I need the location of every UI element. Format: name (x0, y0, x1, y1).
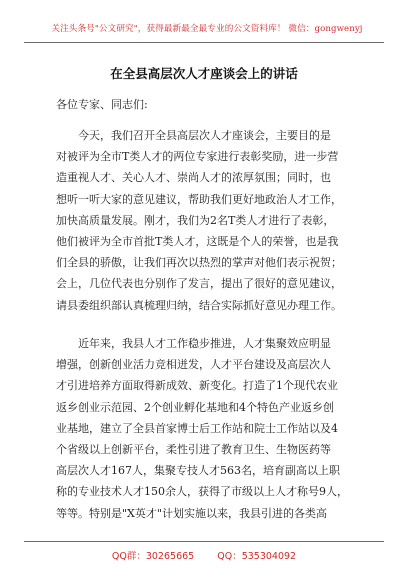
promo-banner: 关注头条号"公文研究"，获得最新最全最专业的公文资料库！ 微信：gongwenyj (51, 24, 363, 34)
paragraph-line: 们全县的骄傲，让我们再次以热烈的掌声对他们表示祝贺； (56, 256, 342, 270)
paragraph-line: 想听一听大家的意见建议，帮助我们更好地政治人才工作， (56, 192, 342, 206)
paragraph-line: 近年来，我县人才工作稳步推进，人才集聚效应明显 (78, 337, 331, 350)
paragraph-2 (56, 333, 356, 524)
paragraph-line: 才引进培养方面取得新成效、新变化。打造了1个现代农业 (56, 379, 338, 393)
paragraph-line: 等等。特别是"X英才"计划实施以来，我县引进的各类高 (56, 506, 327, 520)
paragraph-line: 今天，我们召开全县高层次人才座谈会，主要目的是 (78, 129, 331, 142)
paragraph-1 (56, 125, 356, 316)
paragraph-line: 高层次人才167人，集聚专技人才563名，培育副高以上职 (56, 464, 340, 478)
paragraph-line: 他们被评为全市首批T类人才，这既是个人的荣誉，也是我 (56, 234, 339, 248)
paragraph-line: 造重视人才、关心人才、崇尚人才的浓厚氛围；同时，也 (56, 171, 331, 185)
paragraph-line: 对被评为全市T类人才的两位专家进行表彰奖励，进一步营 (56, 150, 339, 164)
paragraph-line: 称的专业技术人才150余人，获得了市级以上人才称号9人， (56, 485, 348, 499)
header-divider (24, 42, 384, 43)
paragraph-line: 会上，几位代表也分别作了发言，提出了很好的意见建议， (56, 277, 342, 291)
paragraph-line: 个省级以上创新平台，柔性引进了教育卫生、生物医药等 (56, 442, 331, 456)
paragraph-line: 增强，创新创业活力竞相迸发，人才平台建设及高层次人 (56, 358, 331, 372)
qq-group-label: QQ群：30265665 (111, 551, 195, 562)
page-title: 在全县高层次人才座谈会上的讲话 (110, 66, 298, 81)
paragraph-line: 业基地，建立了全县首家博士后工作站和院士工作站以及4 (56, 421, 338, 435)
qq-contact-label: QQ：535304092 (217, 551, 297, 562)
paragraph-line: 请县委组织部认真梳理归纳，结合实际抓好意见办理工作。 (56, 298, 342, 312)
footer-divider (24, 541, 384, 542)
salutation: 各位专家、同志们: (56, 98, 148, 111)
paragraph-line: 加快高质量发展。刚才，我们为2名T类人才进行了表彰， (56, 213, 335, 227)
footer (0, 548, 408, 562)
paragraph-line: 返乡创业示范园、2个创业孵化基地和4个特色产业返乡创 (56, 400, 334, 414)
